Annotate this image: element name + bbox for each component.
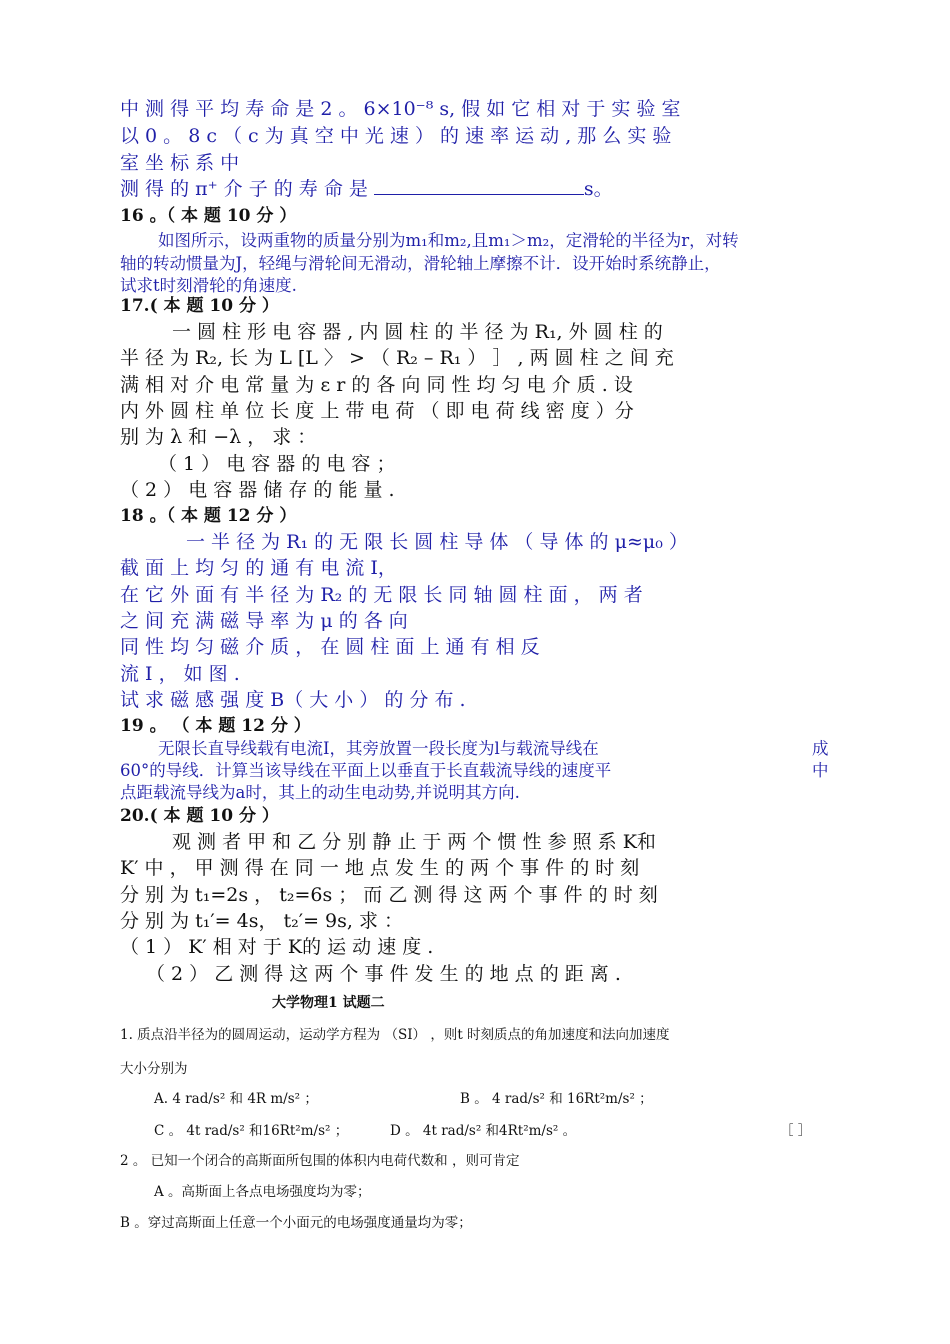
- exam2-q1-answer-bracket: ［ ］: [780, 1123, 812, 1139]
- q20-line-2: K′ 中 ， 甲 测 得 在 同 一 地 点 发 生 的 两 个 事 件 的 时 刻: [120, 857, 640, 879]
- q20-item-1: （ 1 ） K′ 相 对 于 K的 运 动 速 度 .: [120, 936, 434, 958]
- q17-line-3: 满 相 对 介 电 常 量 为 ε r 的 各 向 同 性 均 匀 电 介 质 . 设: [120, 374, 633, 396]
- q16-line-3: 试求t时刻滑轮的角速度.: [120, 276, 297, 295]
- q17-heading: 17.( 本 题 10 分 ）: [120, 296, 279, 316]
- q15-unit: s。: [583, 178, 613, 200]
- q19-line-2: 60°的导线．计算当该导线在平面上以垂直于长直载流导线的速度平: [120, 761, 612, 780]
- q17-item-2: （ 2 ） 电 容 器 储 存 的 能 量 .: [120, 479, 395, 501]
- q15-line-4-text: 测 得 的 π⁺ 介 子 的 寿 命 是: [120, 178, 368, 200]
- q16-heading: 16 。（ 本 题 10 分 ）: [120, 206, 297, 226]
- q18-line-5: 同 性 均 匀 磁 介 质 ， 在 圆 柱 面 上 通 有 相 反: [120, 636, 540, 658]
- q20-line-4: 分 别 为 t₁′= 4s， t₂′= 9s, 求 ：: [120, 910, 404, 932]
- exam2-q1-option-a: A. 4 rad/s² 和 4R m/s² ；: [154, 1091, 318, 1107]
- q18-line-2: 截 面 上 均 匀 的 通 有 电 流 I，: [120, 557, 397, 579]
- q18-line-7: 试 求 磁 感 强 度 B（ 大 小 ） 的 分 布 .: [120, 689, 466, 711]
- q20-line-1: 观 测 者 甲 和 乙 分 别 静 止 于 两 个 惯 性 参 照 系 K和: [172, 831, 656, 853]
- exam2-q2-option-b: B 。穿过高斯面上任意一个小面元的电场强度通量均为零；: [120, 1215, 472, 1231]
- q16-line-1: 如图所示，设两重物的质量分别为m₁和m₂,且m₁＞m₂，定滑轮的半径为r，对转: [158, 231, 739, 250]
- q18-line-1: 一 半 径 为 R₁ 的 无 限 长 圆 柱 导 体 （ 导 体 的 μ≈μ₀ ）: [186, 531, 688, 553]
- exam2-q2-line-1: 2 。 已知一个闭合的高斯面所包围的体积内电荷代数和 ，则可肯定: [120, 1153, 520, 1169]
- q20-heading: 20.( 本 题 10 分 ）: [120, 806, 279, 826]
- exam2-q1-option-b: B 。 4 rad/s² 和 16Rt²m/s² ；: [460, 1091, 653, 1107]
- q18-heading: 18 。（ 本 题 12 分 ）: [120, 506, 297, 526]
- q17-line-5: 别 为 λ 和 −λ ， 求 ：: [120, 426, 317, 448]
- q18-line-3: 在 它 外 面 有 半 径 为 R₂ 的 无 限 长 同 轴 圆 柱 面 ， 两 者: [120, 584, 643, 606]
- q15-line-3: 室 坐 标 系 中: [120, 152, 240, 174]
- exam2-q2-option-a: A 。高斯面上各点电场强度均为零；: [154, 1184, 371, 1200]
- q16-line-2: 轴的转动惯量为J，轻绳与滑轮间无滑动，滑轮轴上摩擦不计．设开始时系统静止，: [120, 254, 721, 273]
- q17-line-1: 一 圆 柱 形 电 容 器 , 内 圆 柱 的 半 径 为 R₁, 外 圆 柱 的: [172, 321, 663, 343]
- q15-line-2: 以 0 。 8 c （ c 为 真 空 中 光 速 ） 的 速 率 运 动 , 那 么 实 验: [120, 125, 672, 147]
- exam2-q1-line-2: 大小分别为: [120, 1061, 188, 1077]
- q17-item-1: （ 1 ） 电 容 器 的 电 容 ；: [158, 453, 396, 475]
- q17-line-4: 内 外 圆 柱 单 位 长 度 上 带 电 荷 （ 即 电 荷 线 密 度 ）分: [120, 400, 634, 422]
- q18-line-6: 流 I ， 如 图 .: [120, 663, 240, 685]
- q15-line-1: 中 测 得 平 均 寿 命 是 2 。 6×10⁻⁸ s, 假 如 它 相 对 于 实 验 室: [120, 98, 681, 120]
- exam2-q1-option-d: D 。 4t rad/s² 和4Rt²m/s² 。: [390, 1123, 577, 1139]
- q20-item-2: （ 2 ） 乙 测 得 这 两 个 事 件 发 生 的 地 点 的 距 离 .: [146, 963, 621, 985]
- q19-line-1: 无限长直导线载有电流I，其旁放置一段长度为l与载流导线在: [158, 739, 599, 758]
- q20-line-3: 分 别 为 t₁=2s ， t₂=6s ； 而 乙 测 得 这 两 个 事 件 的 时 刻: [120, 884, 658, 906]
- q18-line-4: 之 间 充 满 磁 导 率 为 μ 的 各 向: [120, 610, 408, 632]
- q19-line-2-right: 中: [812, 761, 829, 780]
- exam2-title: 大学物理1 试题二: [272, 995, 385, 1011]
- q19-line-1-right: 成: [812, 739, 829, 758]
- exam2-q1-line-1: 1. 质点沿半径为的圆周运动，运动学方程为 （SI） ，则t 时刻质点的角加速度和法向加速度: [120, 1027, 670, 1043]
- answer-blank: [374, 178, 584, 195]
- q19-heading: 19 。 （ 本 题 12 分 ）: [120, 716, 311, 736]
- q15-line-4: [120, 174, 613, 201]
- q19-line-3: 点距载流导线为a时，其上的动生电动势,并说明其方向.: [120, 783, 520, 802]
- exam2-q1-option-c: C 。 4t rad/s² 和16Rt²m/s² ；: [154, 1123, 349, 1139]
- q17-line-2: 半 径 为 R₂, 长 为 L [L 〉 > （ R₂ – R₁ ） ］ , 两 圆 柱 之 间 充: [120, 347, 674, 369]
